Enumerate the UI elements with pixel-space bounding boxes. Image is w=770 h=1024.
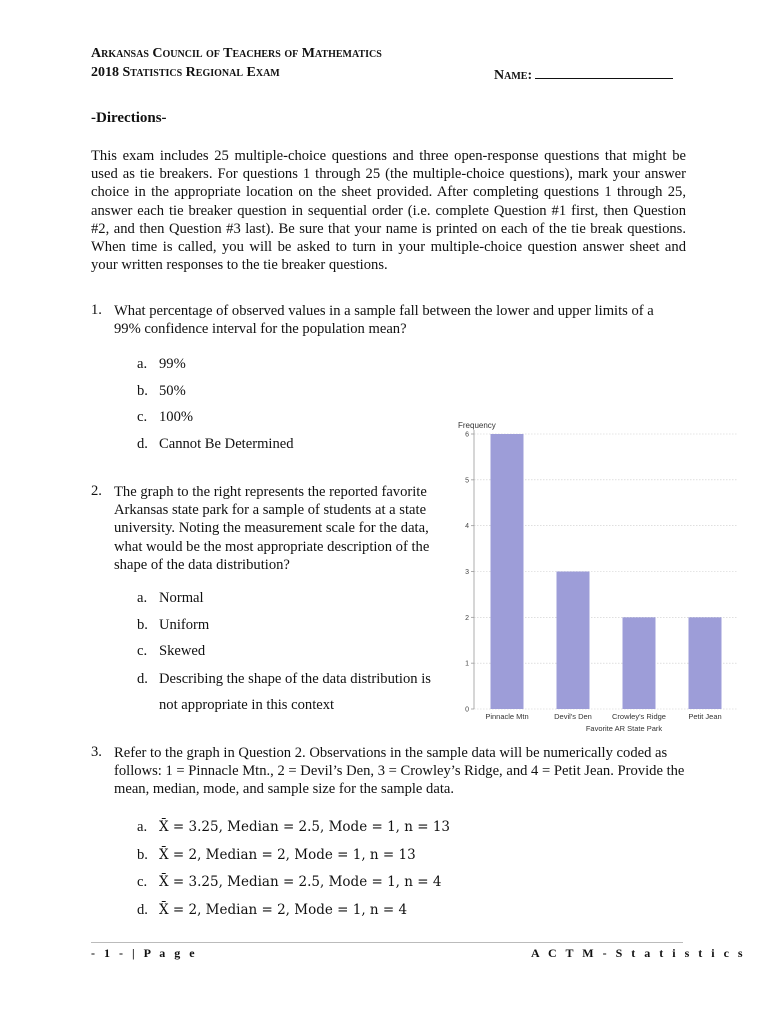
option-letter: d. (137, 436, 148, 452)
q2-option-a (137, 590, 204, 607)
y-tick-label: 3 (465, 569, 469, 576)
y-tick-label: 4 (465, 523, 469, 531)
option-text: X̄ = 2, Median = 2, Mode = 1, n = 4 (159, 902, 408, 918)
chart-x-tick-labels (485, 712, 721, 721)
bar-3 (623, 617, 656, 709)
footer-course: A C T M - S t a t i s t i c s (531, 946, 746, 960)
option-text: X̄ = 2, Median = 2, Mode = 1, n = 13 (159, 847, 416, 863)
question-1-number: 1. (91, 302, 102, 318)
name-blank-line[interactable] (535, 65, 673, 79)
option-letter: a. (137, 590, 148, 606)
option-letter: b. (137, 617, 148, 633)
option-letter: b. (137, 383, 148, 399)
q1-option-d (137, 436, 294, 453)
x-tick-label: Crowley's Ridge (612, 712, 666, 721)
q3-option-c (137, 874, 441, 891)
option-text: 99% (159, 356, 186, 372)
question-1-text: What percentage of observed values in a sample fall between the lower and upper limits of a 99% confidence interval for the population mean? (114, 303, 654, 338)
header-exam-title: 2018 Statistics Regional Exam (91, 65, 280, 80)
x-tick-label: Petit Jean (688, 712, 722, 721)
name-label: Name: (494, 68, 533, 83)
directions-title: -Directions- (91, 110, 167, 126)
option-text: Describing the shape of the data distribution is (159, 671, 431, 687)
option-letter: b. (137, 847, 148, 863)
y-tick-label: 5 (465, 477, 469, 485)
q2-option-b (137, 617, 209, 634)
option-text: X̄ = 3.25, Median = 2.5, Mode = 1, n = 4 (159, 874, 442, 890)
y-tick-label: 6 (465, 431, 469, 439)
option-text: Skewed (159, 643, 206, 659)
directions-text: This exam includes 25 multiple-choice questions and three open-response questions that might be used as tie breakers. For questions 1 through 25 (the multiple-choice questions), mark your answer choice in the appropriate location on the sheet provided. After completing questions 1 through 25, answer each tie breaker question in sequential order (i.e. complete Question #1 first, then Question #2, and then Question #3 last). Be sure that your name is printed on each of the tie break questions. When time is called, you will be asked to turn in your multiple-choice question answer sheet and your written responses to the tie breaker questions. (91, 148, 686, 274)
option-letter: c. (137, 409, 148, 425)
option-letter: d. (137, 671, 148, 687)
bar-2 (557, 572, 590, 710)
q2-option-d (137, 671, 431, 688)
option-letter: a. (137, 356, 148, 372)
option-text: Uniform (159, 617, 210, 633)
q3-option-d (137, 902, 407, 919)
option-text: Normal (159, 590, 204, 606)
chart-y-axis (465, 430, 474, 714)
footer-divider (91, 942, 683, 943)
option-text: X̄ = 3.25, Median = 2.5, Mode = 1, n = 13 (159, 819, 451, 835)
name-field[interactable] (494, 65, 673, 84)
option-letter: a. (137, 819, 148, 835)
option-letter: c. (137, 643, 148, 659)
q1-option-a (137, 356, 186, 373)
q2-option-d-continued: not appropriate in this context (159, 697, 335, 713)
question-2-text: The graph to the right represents the reported favorite Arkansas state park for a sample of students at a state university. Noting the measurement scale for the data, what would be the most appropriate description of the shape of the data distribution? (114, 484, 430, 573)
question-3-number: 3. (91, 744, 102, 760)
header-council: Arkansas Council of Teachers of Mathematics (91, 46, 382, 61)
x-tick-label: Pinnacle Mtn (485, 712, 529, 721)
option-letter: c. (137, 874, 148, 890)
q3-option-b (137, 847, 416, 864)
option-text: 50% (159, 383, 186, 399)
chart-x-axis-label: Favorite AR State Park (585, 724, 663, 733)
q1-option-c (137, 409, 193, 426)
option-text: 100% (159, 409, 194, 425)
option-text: Cannot Be Determined (159, 436, 294, 452)
q3-option-a (137, 819, 450, 836)
y-tick-label: 2 (465, 614, 469, 622)
state-park-bar-chart (452, 418, 742, 738)
x-tick-label: Devil's Den (554, 712, 592, 721)
y-tick-label: 1 (465, 660, 469, 668)
chart-y-axis-label: Frequency (458, 421, 496, 430)
question-2-number: 2. (91, 483, 102, 499)
q1-option-b (137, 383, 186, 400)
option-letter: d. (137, 902, 148, 918)
bar-1 (491, 434, 524, 709)
question-3-text: Refer to the graph in Question 2. Observations in the sample data will be numerically coded as follows: 1 = Pinnacle Mtn., 2 = Devil’s Den, 3 = Crowley’s Ridge, and 4 = Petit Jean. Provide the mean, median, mode, and sample size for the sample data. (114, 745, 685, 798)
bar-4 (689, 617, 722, 709)
footer-page-number: - 1 - | P a g e (91, 946, 198, 960)
y-tick-label: 0 (465, 706, 469, 714)
q2-option-c (137, 643, 205, 660)
